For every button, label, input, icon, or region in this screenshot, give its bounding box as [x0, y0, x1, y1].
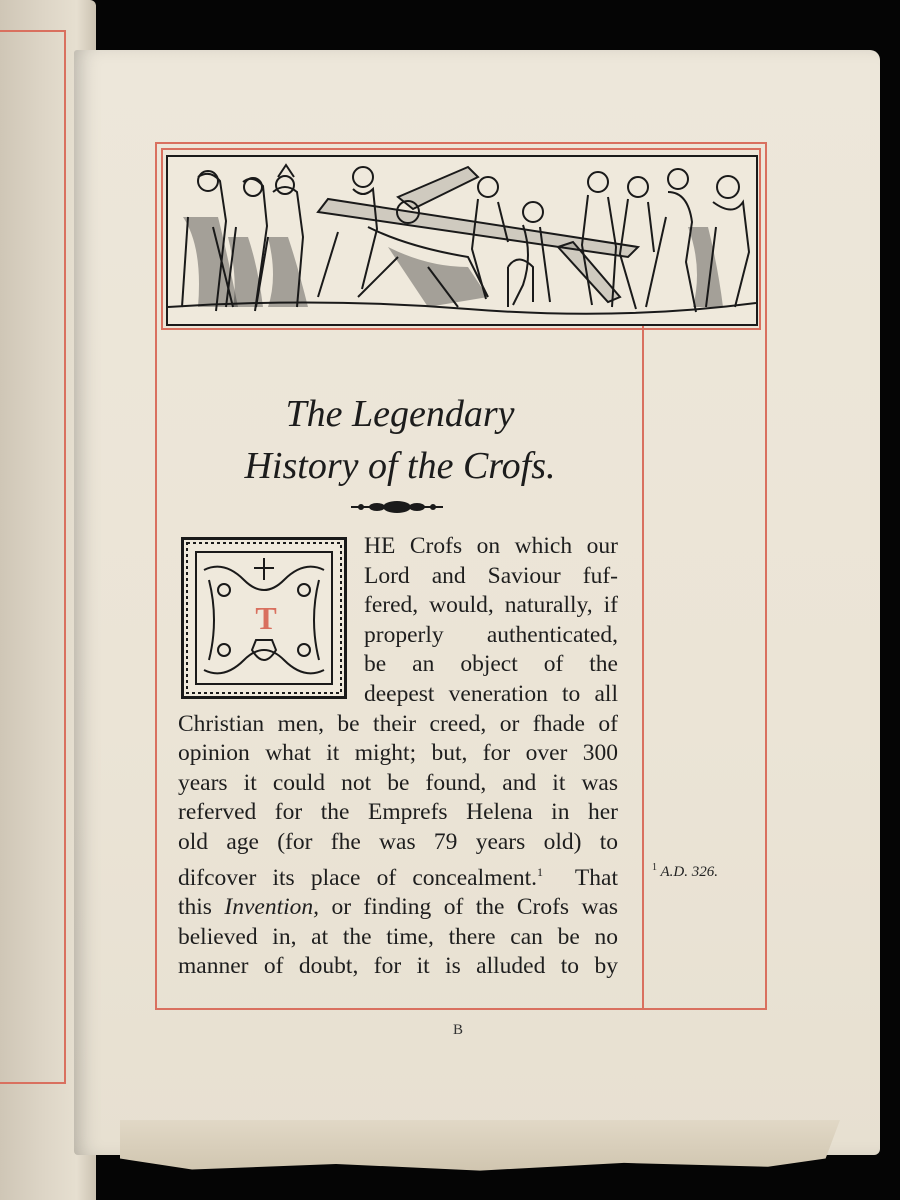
title-line-1: The Legendary [285, 393, 515, 435]
marginal-footnote-ref: 1 [652, 862, 657, 873]
margin-rule [642, 326, 644, 1008]
text-segment: difcover its place of concealment. [178, 864, 537, 891]
title-line-2: History of the Crofs. [244, 445, 556, 487]
text-line: be an object of the [364, 651, 618, 678]
text-line: years it could not be found, and it was [178, 769, 618, 796]
text-line: opinion what it might; but, for over 300 [178, 740, 618, 767]
fleuron-ornament [347, 496, 447, 518]
text-line: properly authenticated, [364, 621, 618, 648]
text-line: manner of doubt, for it is alluded to by [178, 953, 618, 980]
text-segment: this [178, 893, 212, 920]
page-deckled-edge [120, 1120, 840, 1175]
woodcut-illustration [166, 155, 758, 326]
text-line: fered, would, naturally, if [364, 592, 618, 619]
initial-letter: T [255, 600, 277, 636]
marginal-note-text: A.D. 326. [660, 864, 718, 880]
body-paragraph [178, 532, 618, 982]
text-line: believed in, at the time, there can be no [178, 923, 618, 950]
text-line: HE Crofs on which our [364, 533, 618, 559]
signature-mark: B [452, 1022, 463, 1038]
text-line: old age (for fhe was 79 years old) to [178, 828, 618, 855]
text-line: Lord and Saviour fuf- [364, 562, 618, 589]
facing-page-rule [0, 30, 66, 1084]
text-line-footnote [178, 858, 618, 893]
text-line: Christian men, be their creed, or fhade of [178, 710, 618, 737]
text-line: referved for the Emprefs Helena in her [178, 799, 618, 826]
text-line: deepest veneration to all [364, 680, 618, 707]
text-segment: That [574, 864, 618, 891]
footnote-reference: 1 [536, 864, 543, 879]
chapter-title [160, 388, 640, 492]
text-line-italic [178, 893, 618, 923]
italic-term: Invention, [224, 893, 320, 920]
marginal-note [652, 862, 752, 881]
text-segment: or finding of the Crofs was [331, 893, 619, 920]
procession-woodcut-image [168, 157, 756, 324]
